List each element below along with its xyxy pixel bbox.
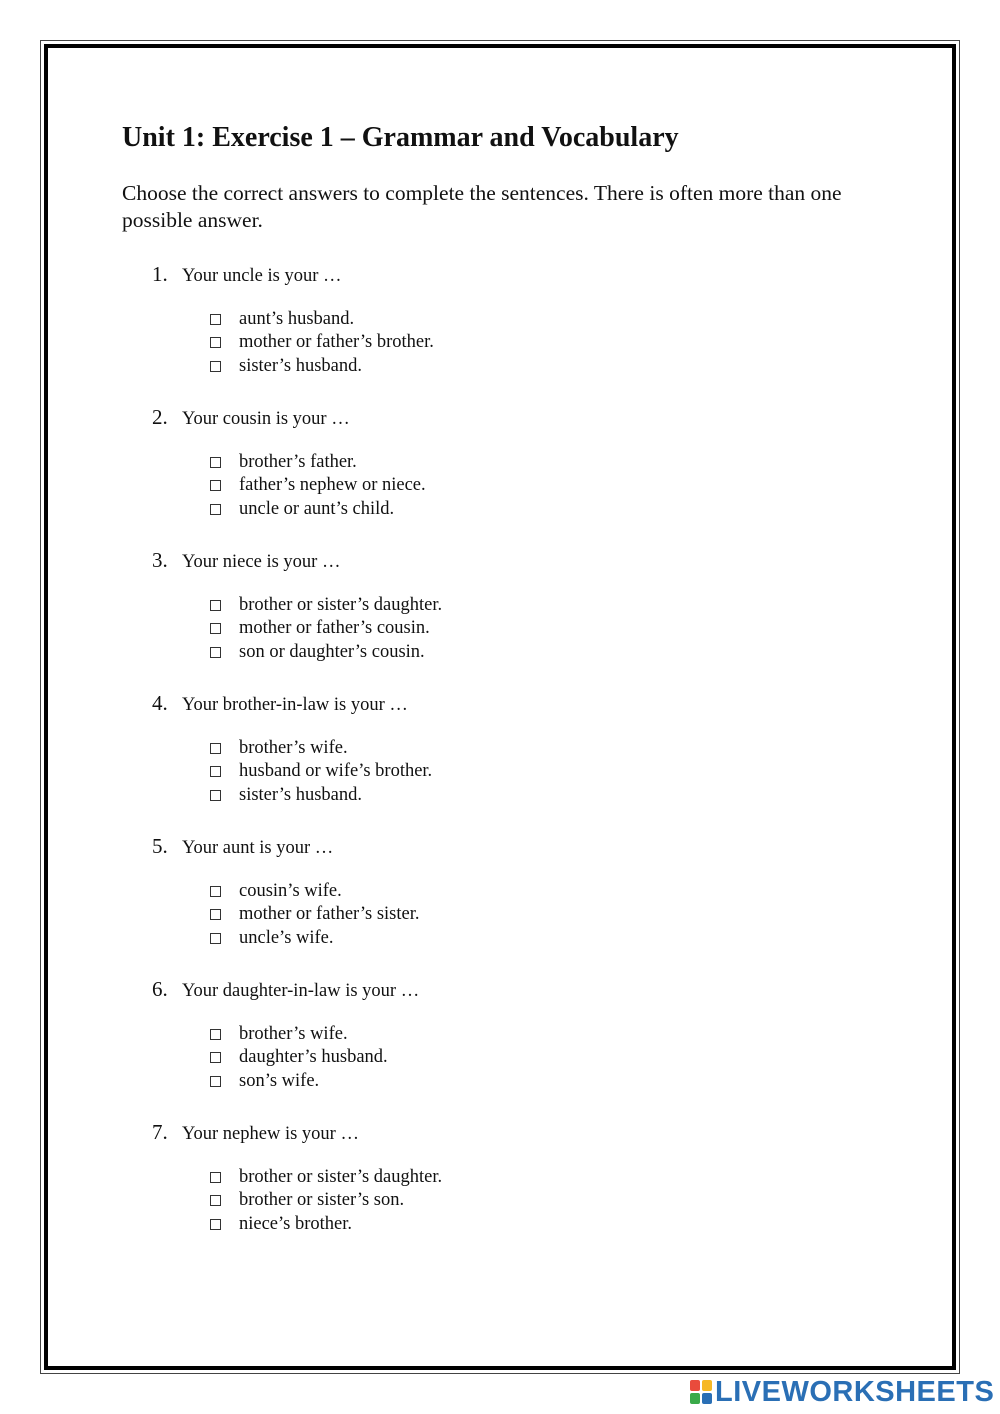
answer-option[interactable] [210, 355, 434, 378]
logo-text: LIVEWORKSHEETS [715, 1376, 995, 1408]
question-heading [152, 832, 333, 863]
checkbox-icon[interactable] [210, 1029, 221, 1040]
question-prompt: Your niece is your … [182, 552, 341, 572]
answer-option-label: daughter’s husband. [239, 1047, 388, 1068]
question-prompt: Your uncle is your … [182, 266, 342, 286]
checkbox-icon[interactable] [210, 337, 221, 348]
answer-option[interactable] [210, 474, 426, 497]
checkbox-icon[interactable] [210, 480, 221, 491]
answer-option[interactable] [210, 498, 426, 521]
logo-square-icon [690, 1380, 700, 1391]
answer-options [210, 737, 432, 807]
checkbox-icon[interactable] [210, 361, 221, 372]
question-heading [152, 260, 341, 291]
checkbox-icon[interactable] [210, 623, 221, 634]
answer-option[interactable] [210, 903, 420, 926]
question-prompt: Your brother-in-law is your … [182, 695, 408, 715]
logo-square-icon [702, 1393, 712, 1404]
answer-options [210, 594, 442, 664]
answer-options [210, 1166, 442, 1236]
checkbox-icon[interactable] [210, 457, 221, 468]
answer-option-label: brother or sister’s daughter. [239, 595, 443, 615]
answer-option[interactable] [210, 1070, 388, 1093]
question-2 [122, 403, 902, 546]
question-1 [122, 260, 902, 403]
answer-option-label: uncle’s wife. [239, 927, 334, 948]
checkbox-icon[interactable] [210, 1052, 221, 1063]
checkbox-icon[interactable] [210, 1172, 221, 1183]
checkbox-icon[interactable] [210, 504, 221, 515]
answer-option-label: mother or father’s cousin. [239, 618, 430, 639]
checkbox-icon[interactable] [210, 743, 221, 754]
worksheet-content [122, 118, 902, 1261]
checkbox-icon[interactable] [210, 790, 221, 801]
question-heading [152, 1118, 359, 1149]
checkbox-icon[interactable] [210, 1219, 221, 1230]
logo-square-icon [690, 1393, 700, 1404]
answer-option[interactable] [210, 1166, 442, 1189]
liveworksheets-logo [690, 1376, 994, 1408]
question-prompt: Your cousin is your … [182, 409, 350, 429]
answer-option-label: sister’s husband. [239, 355, 362, 376]
question-heading [152, 689, 408, 720]
checkbox-icon[interactable] [210, 1195, 221, 1206]
answer-option[interactable] [210, 617, 442, 640]
question-number: 4. [152, 691, 168, 715]
question-number: 3. [152, 548, 168, 572]
answer-option-label: aunt’s husband. [239, 309, 355, 329]
answer-options [210, 880, 420, 950]
question-prompt: Your daughter-in-law is your … [182, 981, 420, 1001]
question-number: 1. [152, 262, 168, 286]
question-4 [122, 689, 902, 832]
answer-option-label: husband or wife’s brother. [239, 761, 433, 782]
checkbox-icon[interactable] [210, 647, 221, 658]
question-heading [152, 403, 350, 434]
question-heading [152, 975, 419, 1006]
answer-option-label: niece’s brother. [239, 1213, 353, 1234]
answer-option-label: brother’s wife. [239, 738, 348, 758]
answer-option[interactable] [210, 927, 420, 950]
question-prompt: Your aunt is your … [182, 838, 334, 858]
answer-options [210, 308, 434, 378]
answer-option-label: brother’s wife. [239, 1024, 348, 1044]
answer-option-label: sister’s husband. [239, 784, 362, 805]
question-6 [122, 975, 902, 1118]
checkbox-icon[interactable] [210, 909, 221, 920]
question-number: 5. [152, 834, 168, 858]
answer-option[interactable] [210, 1213, 442, 1236]
checkbox-icon[interactable] [210, 314, 221, 325]
answer-option-label: brother’s father. [239, 452, 357, 472]
answer-option-label: brother or sister’s daughter. [239, 1167, 443, 1187]
question-prompt: Your nephew is your … [182, 1124, 359, 1144]
answer-option[interactable] [210, 737, 432, 760]
answer-options [210, 1023, 388, 1093]
answer-option-label: brother or sister’s son. [239, 1190, 405, 1211]
question-7 [122, 1118, 902, 1261]
answer-option[interactable] [210, 760, 432, 783]
question-list [122, 260, 902, 1261]
checkbox-icon[interactable] [210, 886, 221, 897]
question-number: 7. [152, 1120, 168, 1144]
worksheet-title: Unit 1: Exercise 1 – Grammar and Vocabulary [122, 122, 679, 153]
answer-option[interactable] [210, 1023, 388, 1046]
answer-option-label: mother or father’s brother. [239, 332, 434, 353]
answer-option[interactable] [210, 331, 434, 354]
liveworksheets-logo-icon [690, 1380, 712, 1404]
answer-option[interactable] [210, 594, 442, 617]
answer-option-label: mother or father’s sister. [239, 904, 420, 925]
answer-option[interactable] [210, 308, 434, 331]
answer-option[interactable] [210, 784, 432, 807]
question-number: 6. [152, 977, 168, 1001]
answer-option-label: father’s nephew or niece. [239, 475, 426, 496]
checkbox-icon[interactable] [210, 766, 221, 777]
question-5 [122, 832, 902, 975]
question-3 [122, 546, 902, 689]
answer-option[interactable] [210, 1189, 442, 1212]
checkbox-icon[interactable] [210, 600, 221, 611]
answer-option-label: uncle or aunt’s child. [239, 498, 395, 519]
answer-option[interactable] [210, 451, 426, 474]
checkbox-icon[interactable] [210, 933, 221, 944]
question-number: 2. [152, 405, 168, 429]
worksheet-instructions: Choose the correct answers to complete the sentences. There is often more than one possible answer. [122, 181, 842, 232]
answer-option-label: son or daughter’s cousin. [239, 641, 425, 662]
question-heading [152, 546, 340, 577]
answer-option[interactable] [210, 880, 420, 903]
answer-options [210, 451, 426, 521]
logo-square-icon [702, 1380, 712, 1391]
answer-option-label: cousin’s wife. [239, 881, 342, 901]
answer-option[interactable] [210, 1046, 388, 1069]
answer-option[interactable] [210, 641, 442, 664]
checkbox-icon[interactable] [210, 1076, 221, 1087]
answer-option-label: son’s wife. [239, 1070, 320, 1091]
